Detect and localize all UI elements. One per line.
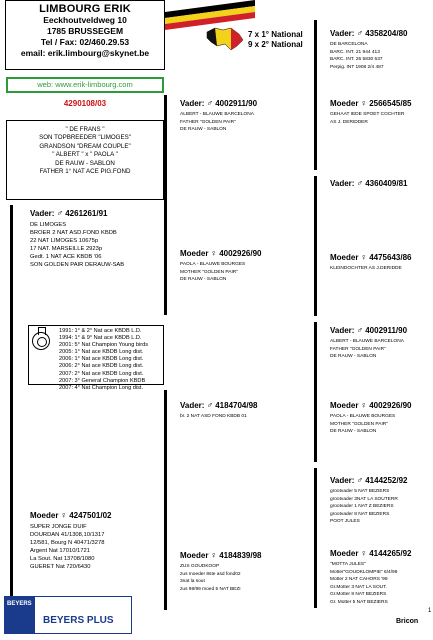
gen3-line: grootvader 8 NAT BEZIERS <box>330 511 390 517</box>
dam-title <box>30 510 111 520</box>
gen3-label: Moeder <box>330 99 359 108</box>
sire-title <box>30 208 124 218</box>
gen3-item <box>330 252 411 273</box>
achievements-box <box>28 325 164 391</box>
achievement-item: 1991: 1° & 2° Nat ace KBDB L.D. <box>59 328 142 334</box>
pedigree-bracket-line <box>10 205 13 610</box>
gen2-connector <box>314 176 317 316</box>
gen3-title <box>330 178 407 188</box>
gen3-line: grootvader 1 NAT Z BEZIERS <box>330 504 394 509</box>
gen3-line: PAOLA - BLAUWE BOURGES <box>330 414 396 419</box>
national-second: 9 x 2° National <box>248 40 303 49</box>
logo-small-text: BEYERS <box>7 601 32 607</box>
gen3-label: Vader: <box>330 29 355 38</box>
dam-connector <box>164 390 167 610</box>
beyers-plus-logo <box>4 596 132 634</box>
achievement-item: 2005: 1° Nat ace KBDB Long dist. <box>59 349 144 356</box>
national-results <box>248 30 303 50</box>
gen2-line: br. 2 NAT ASD FOND KBDB 01 <box>180 414 247 419</box>
achievement-item: 2001: 5° Nat Champion Young birds <box>59 342 149 349</box>
gen3-ring: 4360409/81 <box>365 179 408 188</box>
gen3-label: Moeder <box>330 253 359 262</box>
breeder-street: Eeckhoutveldweg 10 <box>43 15 127 25</box>
gen3-ring: 4002926/90 <box>369 401 412 410</box>
achievement-item: 2006: 2° Nat ace KBDB Long dist. <box>59 363 144 370</box>
gen3-title <box>330 475 407 485</box>
gen3-title <box>330 400 411 410</box>
gen3-line: Gr.Motter 8 NAT BEZIERS <box>330 592 387 597</box>
female-icon: ♀ <box>210 550 218 560</box>
gen3-item <box>330 548 411 606</box>
gen2-connector <box>314 468 317 608</box>
gen3-title <box>330 252 411 262</box>
gen2-line: DE RAUW - SABLON <box>180 277 227 282</box>
subject-line: DE RAUW - SABLON <box>55 159 115 167</box>
gen3-line: POOT JULES <box>330 519 360 524</box>
gen3-line: DE RAUW - SABLON <box>330 429 377 434</box>
gen2-title <box>180 98 257 108</box>
dam-block <box>30 510 111 571</box>
gen3-ring: 4358204/80 <box>365 29 408 38</box>
gen3-item <box>330 475 407 526</box>
gen3-label: Vader: <box>330 179 355 188</box>
male-icon: ♂ <box>356 475 364 485</box>
gen3-line: grootvader 5 NAT BEZIERS <box>330 489 390 494</box>
male-icon: ♂ <box>206 98 214 108</box>
gen2-line: PAOLA - BLAUWE BOURGES <box>180 262 246 267</box>
gen3-line: AS J. DERIDDER <box>330 119 368 125</box>
male-icon: ♂ <box>56 208 64 218</box>
sire-connector <box>164 95 167 315</box>
gen3-details <box>330 41 407 71</box>
female-icon: ♀ <box>360 548 368 558</box>
gen3-line: grootvader 3NAT LA SOUTERR <box>330 496 398 502</box>
dam-label: Moeder <box>30 511 59 520</box>
male-icon: ♂ <box>356 178 364 188</box>
gen2-line: zus 98/99 moed 5 NAT BEZI <box>180 586 241 592</box>
breeder-city: 1785 BRUSSEGEM <box>46 26 124 36</box>
sire-block <box>30 208 124 269</box>
gen3-title <box>330 325 407 335</box>
achievement-item: 2007: 2° Nat ace KBDB Long dist. <box>59 370 144 377</box>
gen2-dam-dam <box>180 550 261 593</box>
gen3-line: DE BARCELONA <box>330 42 368 47</box>
page-number: 1 <box>428 608 432 614</box>
gen3-item <box>330 325 407 361</box>
gen3-line: Motter"GOUDKLOMPIE" 6/4/98 <box>330 569 398 575</box>
male-icon: ♂ <box>206 400 214 410</box>
gen2-line: 3nat la sout <box>180 579 205 584</box>
male-icon: ♂ <box>356 28 364 38</box>
sire-line: SON GOLDEN PAIR DERAUW-SAB <box>30 262 125 268</box>
sire-details <box>30 221 124 269</box>
gen2-line: MOTHER "GOLDEN PAIR" <box>180 269 238 275</box>
dam-line: La Sout. Nat 13708/1080 <box>30 556 95 562</box>
dam-line: 12/581, Bourg N 40471/3278 <box>30 540 105 546</box>
achievement-item: 2007: 4° Nat Champion Long dist. <box>59 384 144 391</box>
gen2-line: ZUS GOUDKOOP <box>180 564 220 569</box>
belgium-map-icon <box>205 26 245 52</box>
gen3-line: Gr.Motter 3 NAT LA SOUT. <box>330 584 387 590</box>
gen3-label: Moeder <box>330 549 359 558</box>
female-icon: ♀ <box>360 400 368 410</box>
gen3-label: Vader: <box>330 326 355 335</box>
breeder-email: email: erik.limbourg@skynet.be <box>20 48 150 58</box>
subject-line: FATHER 1° NAT ACE PIG.FOND <box>39 168 131 176</box>
dam-line: Argent Nat 17010/1721 <box>30 548 90 554</box>
gen2-label: Moeder <box>180 551 209 560</box>
gen2-title <box>180 400 257 410</box>
gen2-dam-sire <box>180 400 257 421</box>
female-icon: ♀ <box>360 98 368 108</box>
gen3-line: DE RAUW - SABLON <box>330 354 377 359</box>
gen3-details <box>330 413 411 436</box>
gen3-item <box>330 400 411 436</box>
dam-ring: 4247501/02 <box>69 511 112 520</box>
achievement-item: 2007: 3° General Champion KBDB <box>59 377 146 384</box>
gen3-line: FATHER "GOLDEN PAIR" <box>330 346 386 352</box>
website-link[interactable]: web: www.erik-limbourg.com <box>6 77 164 93</box>
subject-line: " ALBERT " x " PAOLA " <box>52 151 118 159</box>
gen2-line: DE RAUW - SABLON <box>180 127 227 132</box>
medal-icon <box>32 332 50 350</box>
gen3-details <box>330 265 411 273</box>
gen3-line: BARC. INT. 21 944 413 <box>330 49 380 55</box>
breeder-name: LIMBOURG ERIK <box>39 3 131 15</box>
logo-brand-text: BEYERS PLUS <box>43 615 114 626</box>
gen3-ring: 4002911/90 <box>365 326 408 335</box>
achievement-item: 1994: 1° & 9° Nat ace KBDB L.D. <box>59 335 142 342</box>
subject-line: SON TOPBREEDER "LIMOGES" <box>39 134 131 142</box>
gen3-line: GEHAAT IEDE SPOET COCHTER <box>330 112 405 117</box>
subject-description <box>6 120 164 200</box>
gen3-item <box>330 98 411 126</box>
gen2-label: Vader: <box>180 401 205 410</box>
male-icon: ♂ <box>356 325 364 335</box>
sire-line: DE LIMOGES <box>30 222 67 228</box>
gen2-details <box>180 413 257 421</box>
dam-line: DOURDAN 41/1308,10/1317 <box>30 532 105 538</box>
gen3-label: Vader: <box>330 476 355 485</box>
gen2-label: Vader: <box>180 99 205 108</box>
gen3-ring: 4144252/92 <box>365 476 408 485</box>
gen3-label: Moeder <box>330 401 359 410</box>
sire-line: BROER 2 NAT ASD.FOND KBDB <box>30 230 117 236</box>
gen3-title <box>330 28 407 38</box>
gen3-details <box>330 561 411 606</box>
breeder-header <box>5 0 165 70</box>
gen2-label: Moeder <box>180 249 209 258</box>
gen2-ring: 4002911/90 <box>215 99 258 108</box>
gen3-line: KLEINDOCHTER AS J.DERIDDE <box>330 266 402 271</box>
gen3-item <box>330 178 407 188</box>
subject-line: GRANDSON "DREAM COUPLE" <box>39 142 131 150</box>
sire-line: 22 NAT LIMOGES 10675p <box>30 238 99 244</box>
dam-details <box>30 523 111 571</box>
subject-line: " DE FRANS " <box>65 126 105 133</box>
gen3-line: Gr. Motter 5 NAT BEZIERS <box>330 599 388 605</box>
subject-ring-number: 4290108/03 <box>63 99 107 108</box>
gen3-details <box>330 338 407 361</box>
gen2-connector <box>314 20 317 170</box>
sire-line: 17 NAT. MARSEILLE 2923p <box>30 246 103 252</box>
gen3-line: ALBERT - BLAUWE BARCELONA <box>330 339 404 344</box>
gen3-details <box>330 488 407 526</box>
national-first: 7 x 1° National <box>248 30 303 39</box>
gen2-details <box>180 261 261 284</box>
sire-ring: 4261261/91 <box>65 209 108 218</box>
gen2-line: zus moeder 8ste asd fond02 <box>180 571 241 577</box>
gen3-line: BARC. INT. 25 5830 537 <box>330 57 383 62</box>
gen2-sire-dam <box>180 248 261 284</box>
gen2-ring: 4184839/98 <box>219 551 262 560</box>
gen2-sire-sire <box>180 98 257 134</box>
gen2-title <box>180 248 261 258</box>
gen3-line: MOTHER "GOLDEN PAIR" <box>330 421 388 427</box>
dam-line: SUPER JONGE DUIF <box>30 524 87 530</box>
gen3-line: Motter 2 NAT CAHORS '99 <box>330 577 388 582</box>
gen2-ring: 4184704/98 <box>215 401 258 410</box>
logo-mark <box>5 597 35 633</box>
breeder-phone: Tel / Fax: 02/460.29.53 <box>40 37 130 47</box>
female-icon: ♀ <box>60 510 68 520</box>
gen3-line: Perpig. INT 1908 2/4 487 <box>330 64 384 70</box>
gen2-ring: 4002926/90 <box>219 249 262 258</box>
gen3-ring: 4475643/86 <box>369 253 412 262</box>
dam-line: GUERET Nat 720/6430 <box>30 564 91 570</box>
gen2-details <box>180 563 261 593</box>
gen2-title <box>180 550 261 560</box>
gen3-line: "MOTTA JULES" <box>330 562 366 567</box>
credit: Bricon <box>396 618 419 625</box>
gen3-title <box>330 98 411 108</box>
gen2-line: FATHER "GOLDEN PAIR" <box>180 119 236 125</box>
sire-line: Gedt. 1 NAT ACE KBDB '06 <box>30 254 102 260</box>
sire-label: Vader: <box>30 209 55 218</box>
gen2-connector <box>314 322 317 462</box>
gen2-details <box>180 111 257 134</box>
female-icon: ♀ <box>210 248 218 258</box>
gen3-ring: 4144265/92 <box>369 549 412 558</box>
gen3-ring: 2566545/85 <box>369 99 412 108</box>
gen3-details <box>330 111 411 126</box>
gen2-line: ALBERT - BLAUWE BARCELONA <box>180 112 254 117</box>
achievement-item: 2006: 1° Nat ace KBDB Long dist. <box>59 356 144 363</box>
gen3-title <box>330 548 411 558</box>
female-icon: ♀ <box>360 252 368 262</box>
gen3-item <box>330 28 407 71</box>
